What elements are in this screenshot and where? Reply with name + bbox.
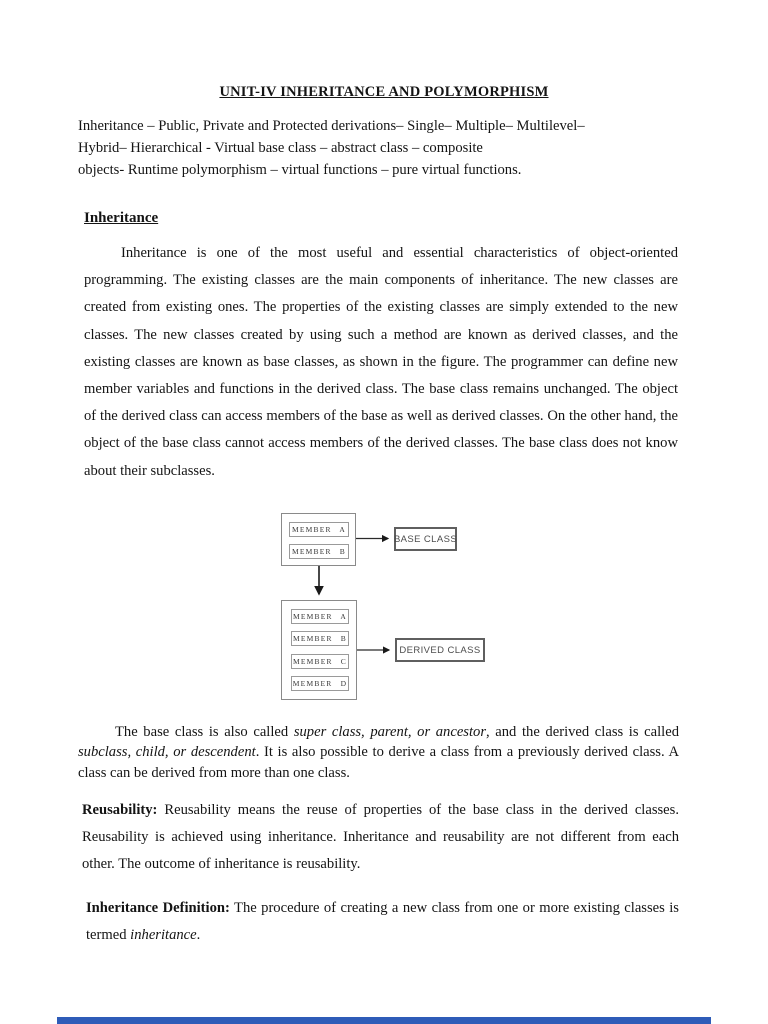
figure-member-cell: MEMBER B xyxy=(291,631,349,646)
figure-arrows xyxy=(0,500,768,710)
term-label-bold: Reusability: xyxy=(82,802,158,818)
next-page-accent-bar xyxy=(57,1017,711,1024)
syllabus-line: objects- Runtime polymorphism – virtual functions – pure virtual functions. xyxy=(78,162,522,178)
text-segment: , and the derived class is called xyxy=(486,724,679,740)
term-label-bold: Inheritance Definition: xyxy=(86,900,230,916)
figure-derived-class-label-box: DERIVED CLASS xyxy=(395,638,485,662)
paragraph-super-class xyxy=(78,722,679,783)
text-segment-italic: super class, parent, or ancestor xyxy=(293,724,487,740)
text-segment: The procedure of creating a new class from one or more existing classes is termed xyxy=(86,900,679,944)
text-segment-italic: subclass, child, or descendent xyxy=(78,744,256,761)
syllabus-line: Hybrid– Hierarchical - Virtual base class – abstract class – composite xyxy=(78,140,483,156)
paragraph-reusability xyxy=(82,797,679,879)
figure-member-cell: MEMBER A xyxy=(289,522,349,537)
figure-member-cell: MEMBER D xyxy=(291,676,349,691)
syllabus-line: Inheritance – Public, Private and Protected derivations– Single– Multiple– Multilevel– xyxy=(78,118,585,134)
text-segment-italic: inheritance xyxy=(130,927,197,944)
text-segment: The base class is also called xyxy=(115,724,294,740)
text-segment: Reusability means the reuse of properties of the base class in the derived classes. Reusability is achieved using inheritance. Inheritance and reusability are not different from each other. The outcome of inheritance is reusability. xyxy=(82,802,679,873)
page-title: UNIT-IV INHERITANCE AND POLYMORPHISM xyxy=(219,84,549,100)
paragraph-inheritance-definition xyxy=(86,895,679,949)
syllabus-summary xyxy=(78,115,698,181)
text-segment: . It is also possible to derive a class from a previously derived class. A class can be derived from more than one class. xyxy=(78,744,679,781)
figure-base-class-label-box: BASE CLASS xyxy=(394,527,457,551)
paragraph-inheritance-overview: Inheritance is one of the most useful and essential characteristics of object-oriented programming. The existing classes are the main components of inheritance. The new classes are created from existing ones. The properties of the existing classes are simply extended to the new classes. The new classes created by using such a method are known as derived classes, and the existing classes are known as base classes, as shown in the figure. The programmer can define new member variables and functions in the derived class. The base class remains unchanged. The object of the derived class can access members of the base as well as derived classes. On the other hand, the object of the base class cannot access members of the derived classes. The base class does not know about their subclasses. xyxy=(84,245,678,479)
section-heading-inheritance: Inheritance xyxy=(84,210,159,226)
figure-member-cell: MEMBER A xyxy=(291,609,349,624)
text-segment: . xyxy=(196,927,201,944)
figure-member-cell: MEMBER C xyxy=(291,654,349,669)
figure-member-cell: MEMBER B xyxy=(289,544,349,559)
